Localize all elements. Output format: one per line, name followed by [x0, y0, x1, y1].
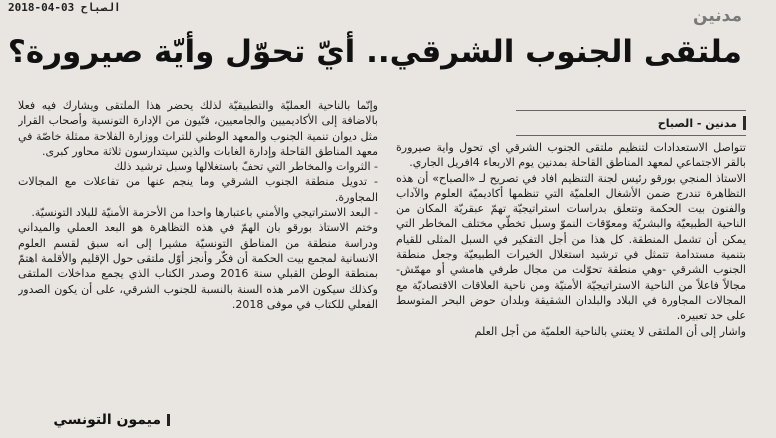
byline	[516, 110, 746, 136]
signature-marker	[167, 414, 170, 426]
article-column-left	[18, 98, 378, 398]
paragraph: - الثروات والمخاطر التي تحفّ باستغلالها وسبل ترشيد ذلك	[114, 160, 378, 174]
date-stamp: 2018-04-03 الصباح	[8, 1, 121, 14]
section-label: مدنين	[693, 6, 742, 26]
paragraph: - تدويل منطقة الجنوب الشرقي وما ينجم عنها من تفاعلات مع المجالات المجاورة.	[18, 175, 378, 204]
paragraph: وإنّما بالناحية العمليّة والتطبيقيّة لذلك يحضر هذا الملتقى ويشارك فيه فعلا بالاضافة إلى الأكاديميين والجامعيين، فنّيون من الإدارة التونسية وأصحاب القرار مثل ديوان تنمية الجنوب والمعهد الوطني للتراث ووزارة الفلاحة ممثلة خاصّة في معهد المناطق القاحلة وإدارة الغابات والذين سيتدارسون ثلاثة محاور كبرى.	[18, 99, 378, 158]
byline-text: مدنين - الصباح	[657, 116, 737, 130]
author-name: ميمون التونسي	[53, 412, 161, 428]
paragraph: تتواصل الاستعدادات لتنظيم ملتقى الجنوب الشرقي اي تحول واية صيرورة بالقر الاجتماعي لمعهد المناطق القاحلة بمدنين يوم الاربعاء 4افريل الجاري.	[396, 141, 746, 170]
paragraph: وختم الاستاذ بورقو بان الهمّ في هذه التظاهرة هو البعد العملي والميداني ودراسة منطقة من المناطق التونسيّة مشيرا إلى انه سبق لقسم العلوم الانسانية لمجمع بيت الحكمة أن فكّر وأنجز أوّل ملتقى حول الإقليم والأقلمة اهتمّ بمنطقة الوطن القبلي سنة 2016 وصدر الكتاب الذي يجمع مداخلات الملتقى وكذلك سيكون الامر هذه السنة بالنسبة للجنوب الشرقي، على أن يكون الصدور الفعلي للكتاب في موفى 2018.	[18, 221, 378, 311]
byline-marker	[743, 116, 746, 130]
article-column-right	[396, 140, 746, 436]
author-signature	[20, 412, 170, 428]
paragraph: واشار إلى أن الملتقى لا يعتني بالناحية العلميّة من أجل العلم	[474, 324, 746, 338]
paragraph: الاستاذ المنجي بورقو رئيس لجنة التنظيم افاد في تصريح لـ «الصباح» أن هذه التظاهرة تندرج ضمن الأشغال العلميّة التي تنظمها أكاديميّة العلوم والآداب والفنون بيت الحكمة وتتعلق بدراسات استراتيجيّة تهمّ عبقريّة المكان من الناحية الطبيعيّة والبشريّة ومعوّقات النموّ وسبل تخطّي مختلف المخاطر التي يمكن أن تشمل المنطقة. كل هذا من أجل التفكير في السبل المثلى للقيام بتنمية مستدامة تتمثل في ترشيد استغلال الخيرات الطبيعيّة وجعل منطقة الجنوب الشرقي -وهي منطقة تحوّلت من مجال طرفي هامشي أو مهمّش- مجالاً فاعلاً من الناحية الاستراتيجيّة الأمنيّة ومن ناحية العلاقات الاقتصاديّة مع المجالات المجاورة في البلاد والبلدان الشقيقة وبلدان حوض البحر المتوسط على حد تعبيره.	[396, 171, 746, 323]
article-headline: ملتقى الجنوب الشرقي.. أيّ تحوّل وأيّة صيرورة؟	[7, 34, 742, 70]
paragraph: - البعد الاستراتيجي والأمني باعتبارها واحدا من الأحزمة الأمنيّة للبلاد التونسيّة.	[31, 206, 378, 220]
